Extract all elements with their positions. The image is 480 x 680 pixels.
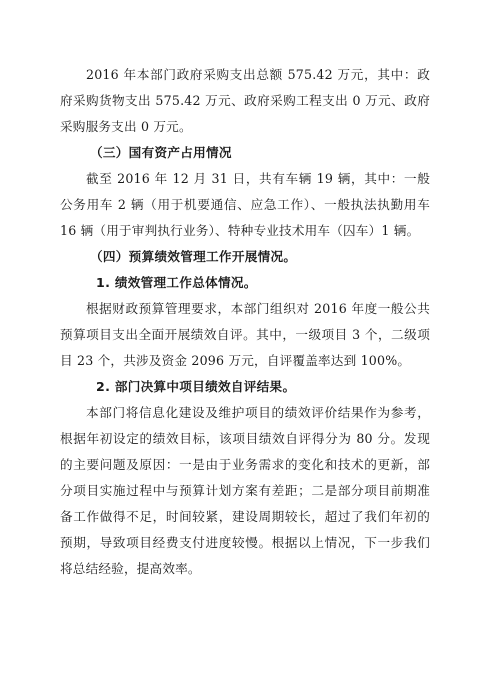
paragraph-results: 本部门将信息化建设及维护项目的绩效评价结果作为参考，根据年初设定的绩效目标，该项目绩效自评得分为 80 分。发现的主要问题及原因：一是由于业务需求的变化和技术的更新，部分项目实施过程中与预算计划方案有差距；二是部分项目前期准备工作做得不足，时间较紧，建设周期较长，超过了我们年初的预期，导致项目经费支付进度较慢。根据以上情况，下一步我们将总结经验，提高效率。 <box>60 405 430 576</box>
heading-overall-situation: 1. 绩效管理工作总体情况。 <box>96 275 257 290</box>
document-page <box>60 62 430 582</box>
heading-evaluation-results: 2. 部门决算中项目绩效自评结果。 <box>96 379 296 394</box>
heading-performance-management: （四）预算绩效管理工作开展情况。 <box>90 249 297 264</box>
heading-state-assets: （三）国有资产占用情况 <box>90 145 232 160</box>
paragraph-vehicles: 截至 2016 年 12 月 31 日，共有车辆 19 辆，其中：一般公务用车 2 辆（用于机要通信、应急工作）、一般执法执勤用车 16 辆（用于审判执行业务）、特种专业技术用车（囚车）1 辆。 <box>60 171 430 238</box>
paragraph-procurement: 2016 年本部门政府采购支出总额 575.42 万元，其中：政府采购货物支出 575.42 万元、政府采购工程支出 0 万元、政府采购服务支出 0 万元。 <box>60 67 430 134</box>
paragraph-self-evaluation: 根据财政预算管理要求，本部门组织对 2016 年度一般公共预算项目支出全面开展绩效自评。其中，一级项目 3 个，二级项目 23 个，共涉及资金 2096 万元，自评覆盖率达到 100%。 <box>60 301 430 368</box>
